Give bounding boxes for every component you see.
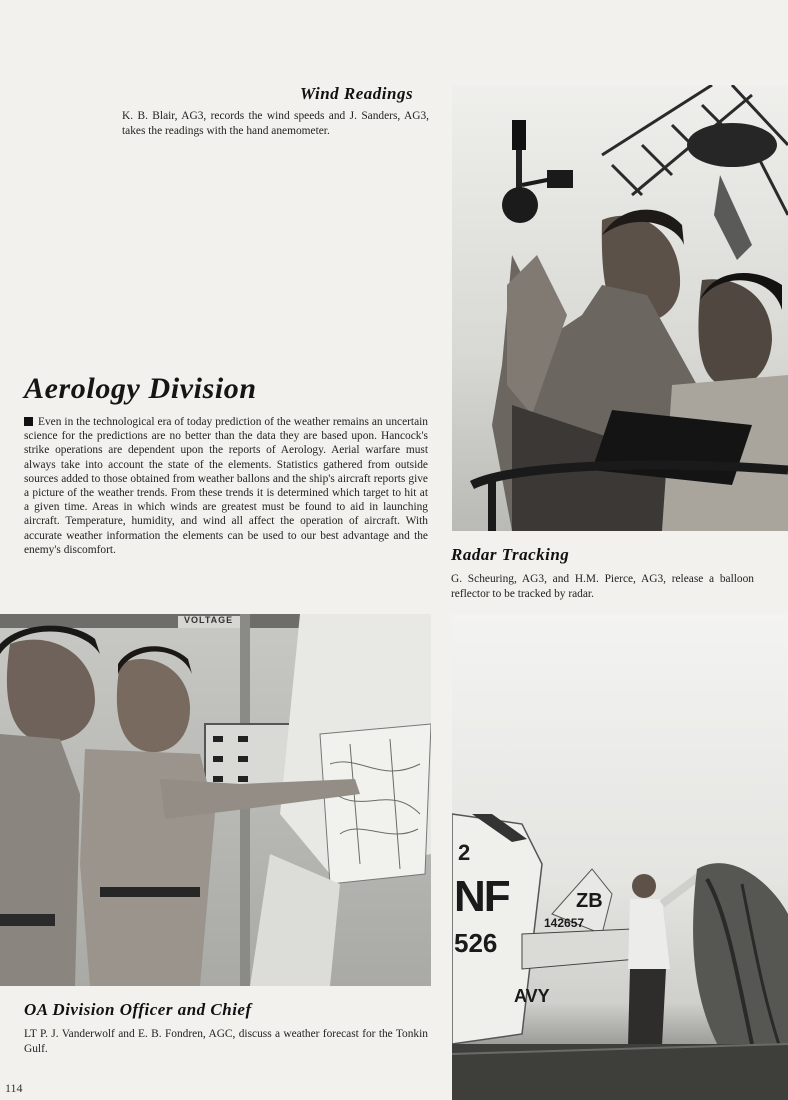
page-number: 114 bbox=[5, 1081, 23, 1095]
radar-tracking-caption: G. Scheuring, AG3, and H.M. Pierce, AG3, release a balloon reflector to be tracked by radar. bbox=[451, 573, 754, 600]
article-body-text bbox=[24, 415, 428, 557]
aircraft-side-number: 526 bbox=[454, 928, 498, 958]
wind-readings-title: Wind Readings bbox=[300, 84, 414, 103]
bullet-square-icon bbox=[24, 417, 33, 426]
radar-tracking-photo bbox=[452, 614, 788, 1100]
aircraft-top-number: 2 bbox=[458, 840, 471, 865]
radar-tracking-title: Radar Tracking bbox=[451, 545, 570, 564]
wind-readings-caption: K. B. Blair, AG3, records the wind speeds and J. Sanders, AG3, takes the readings with the hand anemometer. bbox=[122, 110, 429, 137]
voltage-panel-label: VOLTAGE bbox=[184, 615, 234, 625]
aircraft-tail-code: ZB bbox=[576, 890, 603, 912]
article-body: Even in the technological era of today prediction of the weather remains an uncertain science for the predictions are no better than the data they are based upon. Hancock's strike operations are dependent upon the reports of Aerology. Aerial warfare must always take into account the state of the elements. Statistics gathered from outside sources added to those obtained from weather ballons and the ship's aircraft reports give a picture of the weather trends. From these trends it is determined which target to hit at a given time. Areas in which winds are greatest must be found to aid in launching aircraft. Temperature, humidity, and wind all affect the operation of aircraft. With accurate weather information the elements can be used to our best advantage and the enemy's discomfort. bbox=[24, 416, 428, 556]
aircraft-navy-text: AVY bbox=[514, 986, 550, 1006]
wind-readings-photo bbox=[452, 85, 788, 531]
oa-division-caption: LT P. J. Vanderwolf and E. B. Fondren, AGC, discuss a weather forecast for the Tonkin Gulf. bbox=[24, 1028, 428, 1055]
aircraft-serial: 142657 bbox=[544, 916, 585, 930]
page-heading: Aerology Division bbox=[24, 372, 257, 405]
aircraft-side-letters: NF bbox=[454, 872, 509, 921]
oa-division-title: OA Division Officer and Chief bbox=[24, 1000, 252, 1019]
oa-division-photo bbox=[0, 614, 431, 986]
